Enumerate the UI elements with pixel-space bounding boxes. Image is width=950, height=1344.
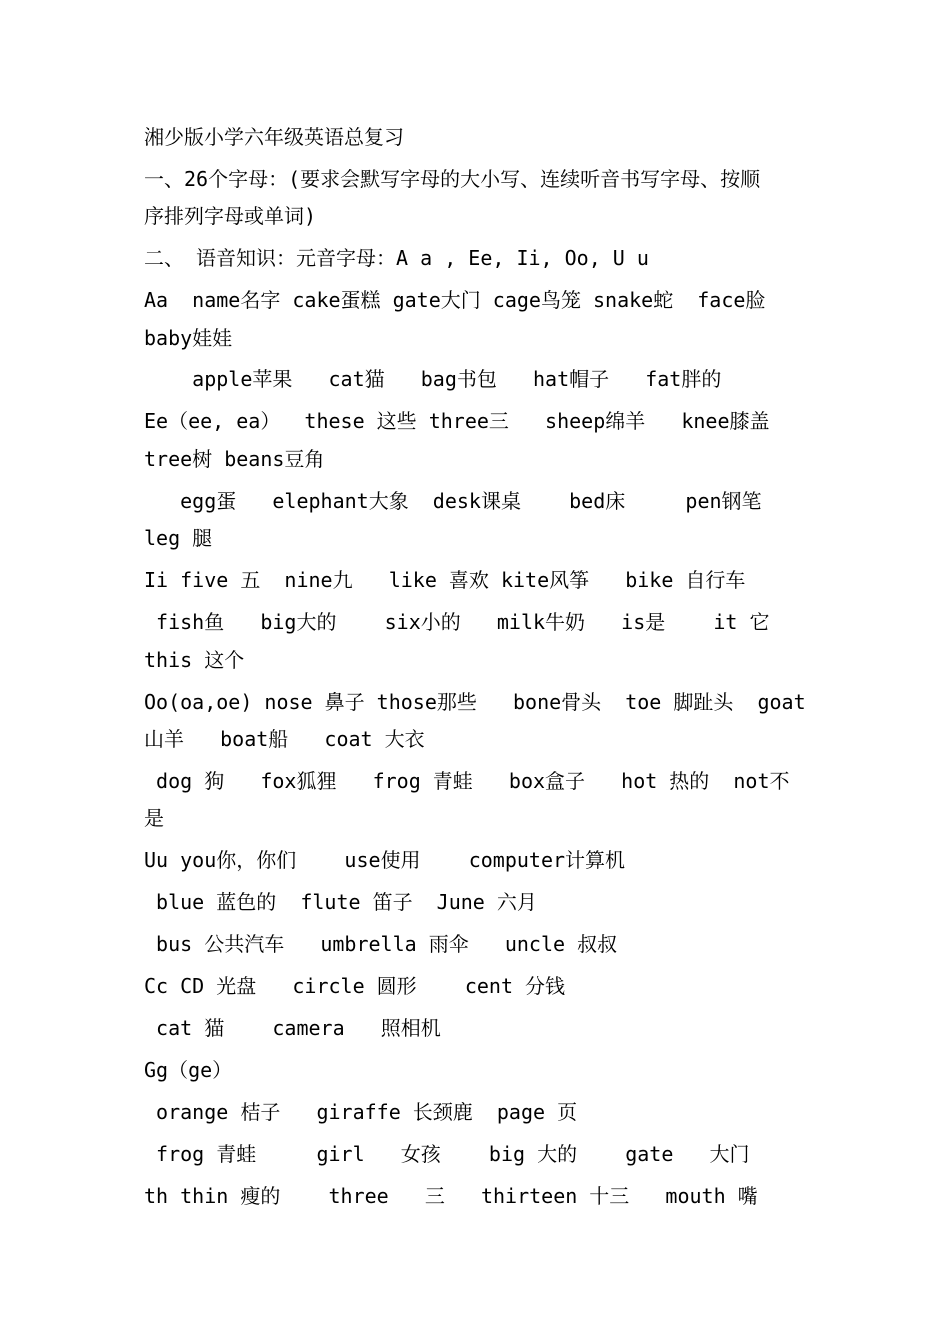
text-line-17: 是 bbox=[144, 806, 164, 830]
text-line-26: th thin 瘦的 three 三 thirteen 十三 mouth 嘴 bbox=[144, 1184, 758, 1208]
text-line-10: leg 腿 bbox=[144, 526, 213, 550]
text-line-19: blue 蓝色的 flute 笛子 June 六月 bbox=[144, 890, 537, 914]
text-line-1: 一、26个字母：(要求会默写字母的大小写、连续听音书写字母、按顺 bbox=[144, 167, 761, 191]
text-line-4: Aa name名字 cake蛋糕 gate大门 cage鸟笼 snake蛇 face脸 bbox=[144, 288, 766, 312]
text-line-6: apple苹果 cat猫 bag书包 hat帽子 fat胖的 bbox=[144, 367, 722, 391]
text-line-7: Ee（ee, ea） these 这些 three三 sheep绵羊 knee膝盖 bbox=[144, 409, 770, 433]
text-line-9: egg蛋 elephant大象 desk课桌 bed床 pen钢笔 bbox=[144, 489, 762, 513]
text-line-20: bus 公共汽车 umbrella 雨伞 uncle 叔叔 bbox=[144, 932, 618, 956]
text-line-13: this 这个 bbox=[144, 648, 245, 672]
text-line-3: 二、 语音知识：元音字母：A a , Ee, Ii, Oo, U u bbox=[144, 246, 649, 270]
text-line-15: 山羊 boat船 coat 大衣 bbox=[144, 727, 425, 751]
text-line-14: Oo(oa,oe) nose 鼻子 those那些 bone骨头 toe 脚趾头 goat bbox=[144, 690, 806, 714]
text-line-24: orange 桔子 giraffe 长颈鹿 page 页 bbox=[144, 1100, 578, 1124]
text-line-12: fish鱼 big大的 six小的 milk牛奶 is是 it 它 bbox=[144, 610, 770, 634]
text-line-8: tree树 beans豆角 bbox=[144, 447, 325, 471]
text-line-18: Uu you你，你们 use使用 computer计算机 bbox=[144, 848, 626, 872]
text-line-16: dog 狗 fox狐狸 frog 青蛙 box盒子 hot 热的 not不 bbox=[144, 769, 790, 793]
text-line-23: Gg（ge） bbox=[144, 1058, 233, 1082]
text-line-2: 序排列字母或单词) bbox=[144, 204, 317, 228]
document-title: 湘少版小学六年级英语总复习 bbox=[144, 125, 404, 149]
text-line-21: Cc CD 光盘 circle 圆形 cent 分钱 bbox=[144, 974, 566, 998]
text-line-11: Ii five 五 nine九 like 喜欢 kite风筝 bike 自行车 bbox=[144, 568, 746, 592]
text-line-25: frog 青蛙 girl 女孩 big 大的 gate 大门 bbox=[144, 1142, 750, 1166]
text-line-22: cat 猫 camera 照相机 bbox=[144, 1016, 441, 1040]
text-line-5: baby娃娃 bbox=[144, 326, 233, 350]
